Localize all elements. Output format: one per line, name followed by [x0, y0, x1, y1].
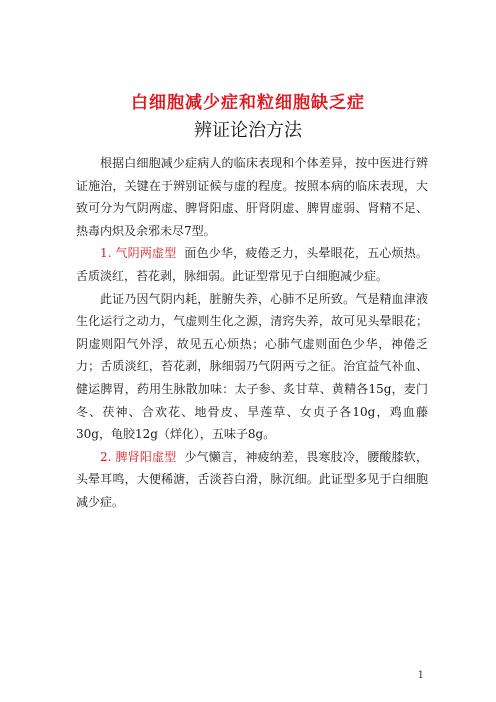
paragraph-type-1: 1. 气阴两虚型 面色少华，疲倦乏力，头晕眼花，五心烦热。舌质淡红，苔花剥，脉细弱。此证型常见于白细胞减少症。: [76, 246, 428, 283]
page-number: 1: [417, 670, 424, 681]
section-heading: 2. 脾肾阳虚型: [100, 449, 177, 464]
paragraph-type-1-explanation: 此证乃因气阴内耗，脏腑失养，心肺不足所致。气是精血津液生化运行之动力，气虚则生化之源，清窍失养，故可见头晕眼花；阴虚则阳气外浮，故见五心烦热；心肺气虚则面色少华，神倦乏力；舌质淡红，苔花剥，脉细弱乃气阴两亏之征。治宜益气补血、健运脾胃，药用生脉散加味：太子参、炙甘草、黄精各15g，麦门冬、茯神、合欢花、地骨皮、旱莲草、女贞子各10g，鸡血藤30g，龟胶12g（烊化），五味子8g。: [76, 291, 428, 442]
paragraph-type-2: 2. 脾肾阳虚型 少气懒言，神疲纳差，畏寒肢冷，腰酸膝软，头晕耳鸣，大便稀溏，舌淡苔白滑，脉沉细。此证型多见于白细胞减少症。: [76, 449, 428, 509]
document-body: [76, 152, 428, 514]
section-heading: 1. 气阴两虚型: [100, 246, 177, 261]
paragraph-intro: 根据白细胞减少症病人的临床表现和个体差异，按中医进行辨证施治，关键在于辨别证候与虚的程度。按照本病的临床表现，大致可分为气阴两虚、脾肾阳虚、肝肾阴虚、脾胃虚弱、肾精不足、热毒内炽及余邪未尽7型。: [76, 156, 428, 238]
document-subtitle: 辨证论治方法: [194, 120, 302, 141]
document-title: 白细胞减少症和粒细胞缺乏症: [131, 93, 365, 113]
